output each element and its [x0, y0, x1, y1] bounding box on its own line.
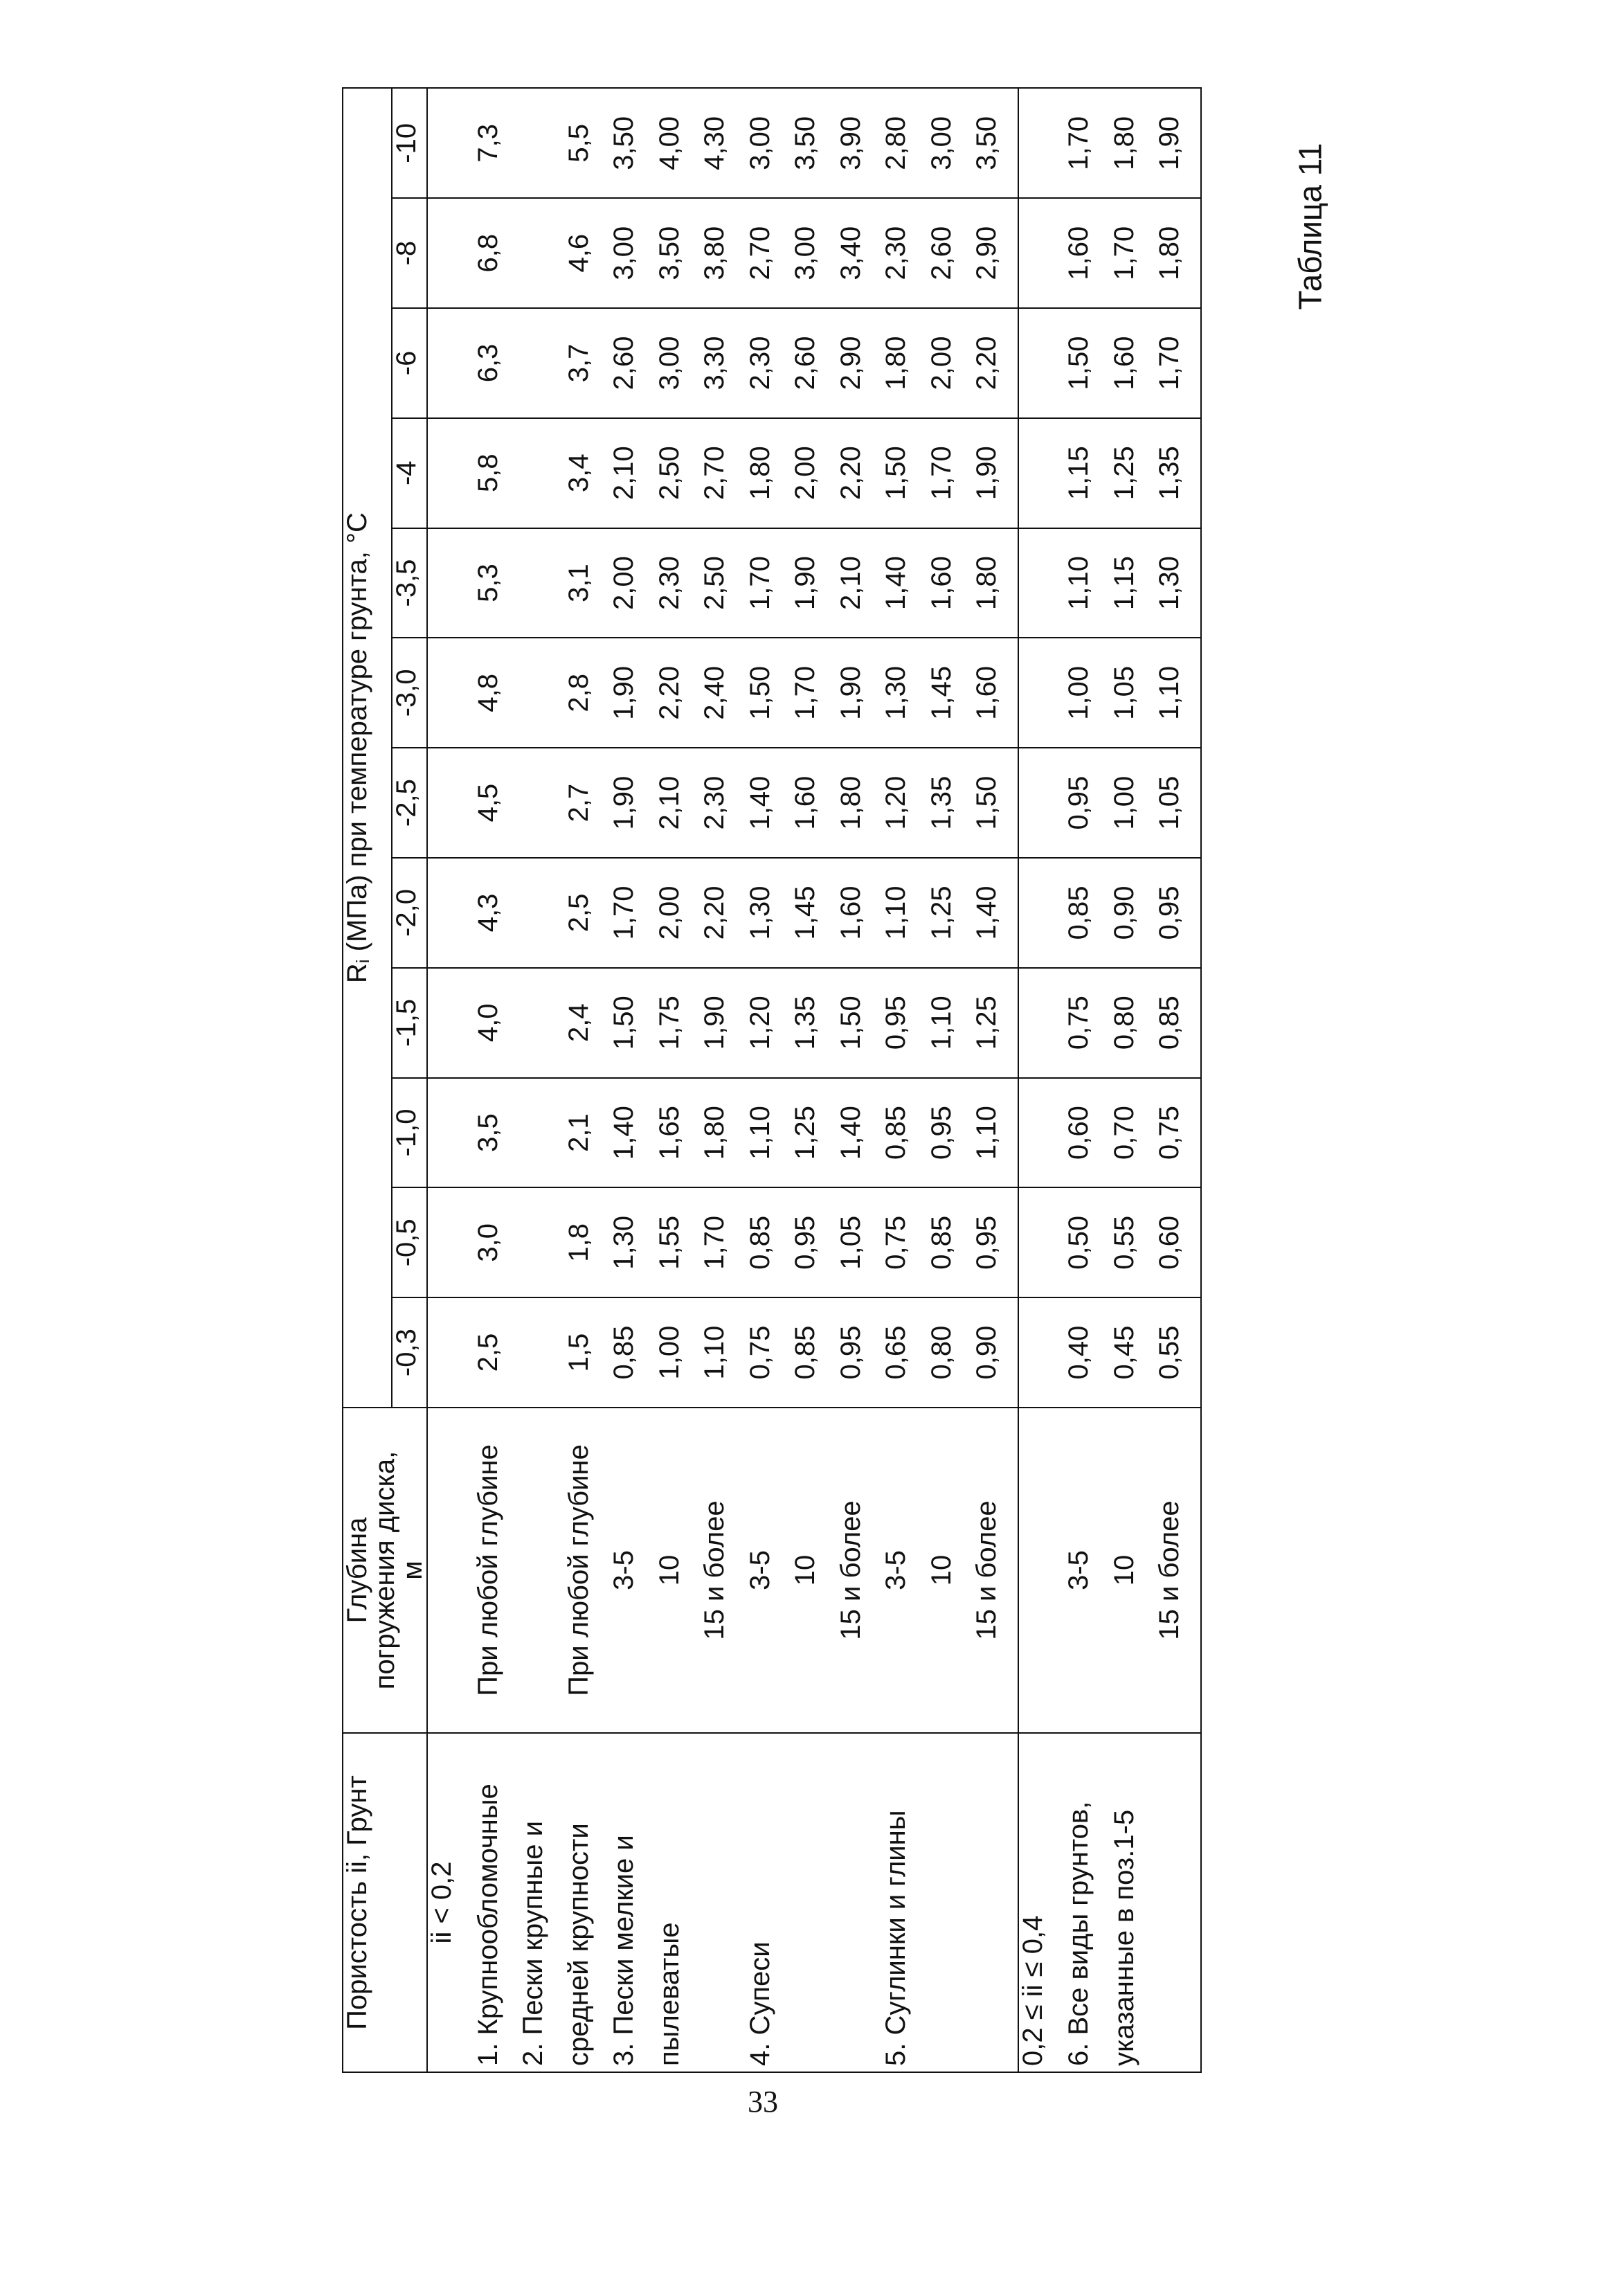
value-cell: 1,40 — [973, 858, 1018, 968]
value-cell: 2,10 — [610, 418, 656, 528]
value-cell: 1,35 — [791, 968, 837, 1078]
value-cell: 0,80 — [1110, 968, 1156, 1078]
value-cell: 0,90 — [973, 1297, 1018, 1408]
value-cell: 1,90 — [837, 638, 883, 748]
header-temp: -6 — [392, 308, 427, 418]
value-cell: 3,40 — [837, 198, 883, 308]
value-cell: 0,85 — [928, 1187, 973, 1297]
value-cell: 4,00 — [656, 88, 701, 198]
value-cell: 2,70 — [701, 418, 746, 528]
depth-cell: 10 — [791, 1408, 837, 1733]
table-row — [746, 88, 792, 2072]
table-row — [610, 88, 656, 2072]
value-cell: 0,85 — [1155, 968, 1201, 1078]
value-cell: 3,00 — [610, 198, 656, 308]
header-r-rest: (МПа) при температуре грунта, °С — [342, 512, 372, 960]
header-temp: -0,3 — [392, 1297, 427, 1408]
value-cell: 3,50 — [656, 198, 701, 308]
group-porosity-low — [427, 88, 1018, 2072]
value-cell — [519, 1078, 565, 1188]
value-cell: 0,95 — [1155, 858, 1201, 968]
value-cell: 4,0 — [474, 968, 520, 1078]
value-cell — [519, 418, 565, 528]
value-cell: 3,50 — [973, 88, 1018, 198]
value-cell: 1,30 — [882, 638, 928, 748]
table-row — [1155, 88, 1201, 2072]
value-cell: 0,85 — [791, 1297, 837, 1408]
value-cell: 1,80 — [973, 528, 1018, 638]
value-cell: 3,50 — [610, 88, 656, 198]
value-cell: 1,30 — [746, 858, 792, 968]
value-cell: 1,90 — [610, 748, 656, 858]
table-rotator — [342, 89, 1200, 2073]
value-cell: 3,4 — [565, 418, 611, 528]
value-cell — [519, 1187, 565, 1297]
depth-cell: При любой глубине — [565, 1408, 611, 1733]
value-cell: 2,70 — [746, 198, 792, 308]
header-temp: -4 — [392, 418, 427, 528]
value-cell: 1,25 — [973, 968, 1018, 1078]
value-cell: 5,3 — [474, 528, 520, 638]
value-cell: 2,60 — [928, 198, 973, 308]
value-cell: 1,05 — [1110, 638, 1156, 748]
value-cell: 2,20 — [701, 858, 746, 968]
header-soil: Пористость ii, Грунт — [343, 1733, 427, 2072]
value-cell: 1,70 — [1110, 198, 1156, 308]
value-cell: 1,35 — [1155, 418, 1201, 528]
value-cell: 1,10 — [746, 1078, 792, 1188]
value-cell: 2,30 — [656, 528, 701, 638]
table-row — [791, 88, 837, 2072]
depth-cell: 15 и более — [973, 1408, 1018, 1733]
value-cell: 1,15 — [1065, 418, 1110, 528]
value-cell: 1,00 — [1110, 748, 1156, 858]
value-cell: 3,00 — [746, 88, 792, 198]
depth-cell: 3-5 — [610, 1408, 656, 1733]
value-cell: 2,8 — [565, 638, 611, 748]
empty-cell — [1018, 638, 1065, 748]
value-cell: 1,40 — [610, 1078, 656, 1188]
value-cell: 3,80 — [701, 198, 746, 308]
value-cell: 2,20 — [656, 638, 701, 748]
empty-cell — [1018, 528, 1065, 638]
table-row — [474, 88, 520, 2072]
value-cell: 0,40 — [1065, 1297, 1110, 1408]
value-cell: 2,90 — [973, 198, 1018, 308]
value-cell: 0,85 — [746, 1187, 792, 1297]
value-cell: 1,50 — [837, 968, 883, 1078]
value-cell: 1,80 — [746, 418, 792, 528]
value-cell: 0,95 — [882, 968, 928, 1078]
value-cell: 1,30 — [610, 1187, 656, 1297]
empty-cell — [427, 1408, 474, 1733]
value-cell: 1,25 — [791, 1078, 837, 1188]
value-cell: 4,6 — [565, 198, 611, 308]
value-cell: 1,10 — [1155, 638, 1201, 748]
header-r-main: R — [342, 963, 372, 984]
table-row — [973, 88, 1018, 2072]
header-temp: -1,5 — [392, 968, 427, 1078]
value-cell: 6,8 — [474, 198, 520, 308]
depth-cell: 10 — [656, 1408, 701, 1733]
value-cell: 2,1 — [565, 1078, 611, 1188]
value-cell: 1,10 — [973, 1078, 1018, 1188]
header-temp: -10 — [392, 88, 427, 198]
empty-cell — [1018, 1187, 1065, 1297]
value-cell: 3,90 — [837, 88, 883, 198]
value-cell — [519, 858, 565, 968]
value-cell: 1,30 — [1155, 528, 1201, 638]
header-depth — [343, 1408, 427, 1733]
value-cell: 1,45 — [928, 638, 973, 748]
value-cell: 0,65 — [882, 1297, 928, 1408]
value-cell: 2,10 — [837, 528, 883, 638]
depth-cell: 10 — [1110, 1408, 1156, 1733]
value-cell: 0,95 — [1065, 748, 1110, 858]
value-cell: 1,5 — [565, 1297, 611, 1408]
soil-cell: 1. Крупнообломочные — [474, 1733, 520, 2072]
value-cell: 0,75 — [746, 1297, 792, 1408]
value-cell: 1,50 — [973, 748, 1018, 858]
table-row — [1065, 88, 1110, 2072]
empty-cell — [427, 1187, 474, 1297]
page-number: 33 — [748, 2085, 778, 2119]
value-cell: 2,10 — [656, 748, 701, 858]
value-cell: 0,95 — [928, 1078, 973, 1188]
value-cell: 3,5 — [474, 1078, 520, 1188]
value-cell: 1,70 — [701, 1187, 746, 1297]
value-cell: 0,75 — [1155, 1078, 1201, 1188]
value-cell: 0,75 — [882, 1187, 928, 1297]
value-cell: 1,10 — [928, 968, 973, 1078]
value-cell: 1,80 — [1155, 198, 1201, 308]
empty-cell — [1018, 968, 1065, 1078]
group-label: 0,2 ≤ ii ≤ 0,4 — [1018, 1733, 1065, 2072]
value-cell: 1,05 — [837, 1187, 883, 1297]
value-cell: 1,80 — [1110, 88, 1156, 198]
empty-cell — [427, 198, 474, 308]
value-cell: 4,3 — [474, 858, 520, 968]
table-row — [837, 88, 883, 2072]
value-cell: 2,00 — [928, 308, 973, 418]
header-r-sub: i — [352, 959, 373, 964]
depth-cell: 3-5 — [882, 1408, 928, 1733]
soil-cell — [837, 1733, 883, 2072]
value-cell: 2,7 — [565, 748, 611, 858]
value-cell: 0,95 — [791, 1187, 837, 1297]
empty-cell — [1018, 1078, 1065, 1188]
value-cell: 1,8 — [565, 1187, 611, 1297]
value-cell: 2,50 — [656, 418, 701, 528]
value-cell: 1,90 — [791, 528, 837, 638]
value-cell: 1,25 — [928, 858, 973, 968]
value-cell: 0,90 — [1110, 858, 1156, 968]
header-depth-line2: погружения диска, — [370, 1450, 400, 1690]
value-cell: 3,30 — [701, 308, 746, 418]
value-cell: 0,45 — [1110, 1297, 1156, 1408]
depth-cell: 15 и более — [1155, 1408, 1201, 1733]
soil-cell: пылеватые — [656, 1733, 701, 2072]
value-cell: 1,60 — [791, 748, 837, 858]
value-cell: 1,60 — [1065, 198, 1110, 308]
depth-cell: 3-5 — [746, 1408, 792, 1733]
group-porosity-mid — [1018, 88, 1201, 2072]
value-cell: 2,00 — [610, 528, 656, 638]
value-cell: 3,00 — [928, 88, 973, 198]
value-cell: 1,50 — [746, 638, 792, 748]
soil-cell: 4. Супеси — [746, 1733, 792, 2072]
empty-cell — [1018, 88, 1065, 198]
depth-cell: 3-5 — [1065, 1408, 1110, 1733]
empty-cell — [427, 308, 474, 418]
value-cell: 2,80 — [882, 88, 928, 198]
value-cell: 2,00 — [656, 858, 701, 968]
value-cell: 1,20 — [746, 968, 792, 1078]
value-cell: 0,95 — [837, 1297, 883, 1408]
value-cell: 1,10 — [1065, 528, 1110, 638]
value-cell: 2,00 — [791, 418, 837, 528]
value-cell: 1,25 — [1110, 418, 1156, 528]
value-cell — [519, 308, 565, 418]
value-cell — [519, 88, 565, 198]
value-cell: 2,30 — [882, 198, 928, 308]
value-cell: 0,60 — [1065, 1078, 1110, 1188]
value-cell: 1,70 — [1155, 308, 1201, 418]
value-cell: 2,5 — [565, 858, 611, 968]
empty-cell — [427, 1078, 474, 1188]
table-row — [882, 88, 928, 2072]
depth-cell: 15 и более — [837, 1408, 883, 1733]
value-cell: 0,55 — [1155, 1297, 1201, 1408]
header-temp: -3,5 — [392, 528, 427, 638]
soil-cell: 3. Пески мелкие и — [610, 1733, 656, 2072]
value-cell: 2,4 — [565, 968, 611, 1078]
value-cell: 1,40 — [746, 748, 792, 858]
soil-resistance-table — [342, 87, 1202, 2073]
value-cell: 2,30 — [701, 748, 746, 858]
empty-cell — [427, 528, 474, 638]
value-cell: 4,5 — [474, 748, 520, 858]
value-cell: 1,60 — [928, 528, 973, 638]
empty-cell — [427, 968, 474, 1078]
value-cell: 3,1 — [565, 528, 611, 638]
header-temp: -0,5 — [392, 1187, 427, 1297]
value-cell: 1,90 — [610, 638, 656, 748]
value-cell: 0,85 — [1065, 858, 1110, 968]
value-cell: 1,00 — [656, 1297, 701, 1408]
header-temp: -3,0 — [392, 638, 427, 748]
value-cell: 0,70 — [1110, 1078, 1156, 1188]
empty-cell — [1018, 1297, 1065, 1408]
value-cell: 2,30 — [746, 308, 792, 418]
table-row — [519, 88, 565, 2072]
empty-cell — [1018, 1408, 1065, 1733]
header-temp: -1,0 — [392, 1078, 427, 1188]
empty-cell — [427, 638, 474, 748]
depth-cell: 15 и более — [701, 1408, 746, 1733]
value-cell: 1,00 — [1065, 638, 1110, 748]
value-cell: 1,80 — [882, 308, 928, 418]
value-cell: 3,0 — [474, 1187, 520, 1297]
value-cell: 1,70 — [1065, 88, 1110, 198]
value-cell: 1,40 — [837, 1078, 883, 1188]
value-cell: 1,45 — [791, 858, 837, 968]
value-cell — [519, 968, 565, 1078]
empty-cell — [1018, 308, 1065, 418]
value-cell: 1,50 — [610, 968, 656, 1078]
value-cell: 1,10 — [882, 858, 928, 968]
value-cell: 1,15 — [1110, 528, 1156, 638]
value-cell: 7,3 — [474, 88, 520, 198]
value-cell: 0,50 — [1065, 1187, 1110, 1297]
soil-cell: 6. Все виды грунтов, — [1065, 1733, 1110, 2072]
value-cell: 3,00 — [791, 198, 837, 308]
header-temp: -8 — [392, 198, 427, 308]
value-cell: 2,40 — [701, 638, 746, 748]
value-cell: 0,75 — [1065, 968, 1110, 1078]
value-cell: 1,70 — [746, 528, 792, 638]
value-cell: 5,5 — [565, 88, 611, 198]
table-caption: Таблица 11 — [1292, 143, 1328, 310]
value-cell — [519, 198, 565, 308]
soil-cell — [791, 1733, 837, 2072]
value-cell: 1,70 — [791, 638, 837, 748]
value-cell — [519, 748, 565, 858]
depth-cell: При любой глубине — [474, 1408, 520, 1733]
value-cell: 2,20 — [973, 308, 1018, 418]
value-cell: 4,8 — [474, 638, 520, 748]
rotated-table — [342, 89, 1200, 2073]
empty-cell — [1018, 198, 1065, 308]
soil-cell — [973, 1733, 1018, 2072]
soil-cell: 2. Пески крупные и — [519, 1733, 565, 2072]
value-cell: 2,50 — [701, 528, 746, 638]
value-cell: 1,80 — [837, 748, 883, 858]
value-cell: 3,50 — [791, 88, 837, 198]
value-cell: 3,7 — [565, 308, 611, 418]
depth-cell — [519, 1408, 565, 1733]
value-cell: 2,60 — [610, 308, 656, 418]
value-cell: 1,75 — [656, 968, 701, 1078]
value-cell: 0,85 — [882, 1078, 928, 1188]
value-cell: 0,80 — [928, 1297, 973, 1408]
value-cell: 1,70 — [928, 418, 973, 528]
value-cell: 1,90 — [1155, 88, 1201, 198]
empty-cell — [427, 748, 474, 858]
empty-cell — [427, 1297, 474, 1408]
value-cell — [519, 638, 565, 748]
table-row — [1110, 88, 1156, 2072]
header-depth-line3: м — [397, 1561, 428, 1580]
value-cell: 6,3 — [474, 308, 520, 418]
value-cell: 3,00 — [656, 308, 701, 418]
empty-cell — [1018, 748, 1065, 858]
value-cell: 1,60 — [1110, 308, 1156, 418]
value-cell: 4,30 — [701, 88, 746, 198]
value-cell: 0,60 — [1155, 1187, 1201, 1297]
empty-cell — [427, 88, 474, 198]
value-cell: 1,35 — [928, 748, 973, 858]
header-temp: -2,0 — [392, 858, 427, 968]
value-cell: 1,40 — [882, 528, 928, 638]
value-cell: 2,20 — [837, 418, 883, 528]
soil-cell — [928, 1733, 973, 2072]
value-cell: 1,90 — [701, 968, 746, 1078]
value-cell: 1,90 — [973, 418, 1018, 528]
value-cell: 0,95 — [973, 1187, 1018, 1297]
header-resistance — [343, 88, 392, 1408]
value-cell: 0,55 — [1110, 1187, 1156, 1297]
value-cell: 1,20 — [882, 748, 928, 858]
group-label: ii < 0,2 — [427, 1733, 474, 2072]
value-cell: 0,85 — [610, 1297, 656, 1408]
value-cell: 2,5 — [474, 1297, 520, 1408]
value-cell: 1,60 — [837, 858, 883, 968]
soil-cell: средней крупности — [565, 1733, 611, 2072]
value-cell — [519, 528, 565, 638]
value-cell: 1,60 — [973, 638, 1018, 748]
empty-cell — [1018, 418, 1065, 528]
soil-cell — [701, 1733, 746, 2072]
value-cell: 1,55 — [656, 1187, 701, 1297]
value-cell: 1,65 — [656, 1078, 701, 1188]
value-cell: 2,90 — [837, 308, 883, 418]
depth-cell: 10 — [928, 1408, 973, 1733]
value-cell: 1,70 — [610, 858, 656, 968]
value-cell: 1,50 — [882, 418, 928, 528]
header-depth-line1: Глубина — [342, 1517, 372, 1624]
soil-cell: 5. Суглинки и глины — [882, 1733, 928, 2072]
value-cell: 1,05 — [1155, 748, 1201, 858]
value-cell: 1,80 — [701, 1078, 746, 1188]
empty-cell — [427, 858, 474, 968]
empty-cell — [1018, 858, 1065, 968]
value-cell: 2,60 — [791, 308, 837, 418]
table-row — [701, 88, 746, 2072]
header-temp: -2,5 — [392, 748, 427, 858]
value-cell: 5,8 — [474, 418, 520, 528]
empty-cell — [427, 418, 474, 528]
table-row — [656, 88, 701, 2072]
value-cell: 1,10 — [701, 1297, 746, 1408]
table-row — [565, 88, 611, 2072]
value-cell: 1,50 — [1065, 308, 1110, 418]
value-cell — [519, 1297, 565, 1408]
table-row — [928, 88, 973, 2072]
soil-cell — [1155, 1733, 1201, 2072]
soil-cell: указанные в поз.1-5 — [1110, 1733, 1156, 2072]
